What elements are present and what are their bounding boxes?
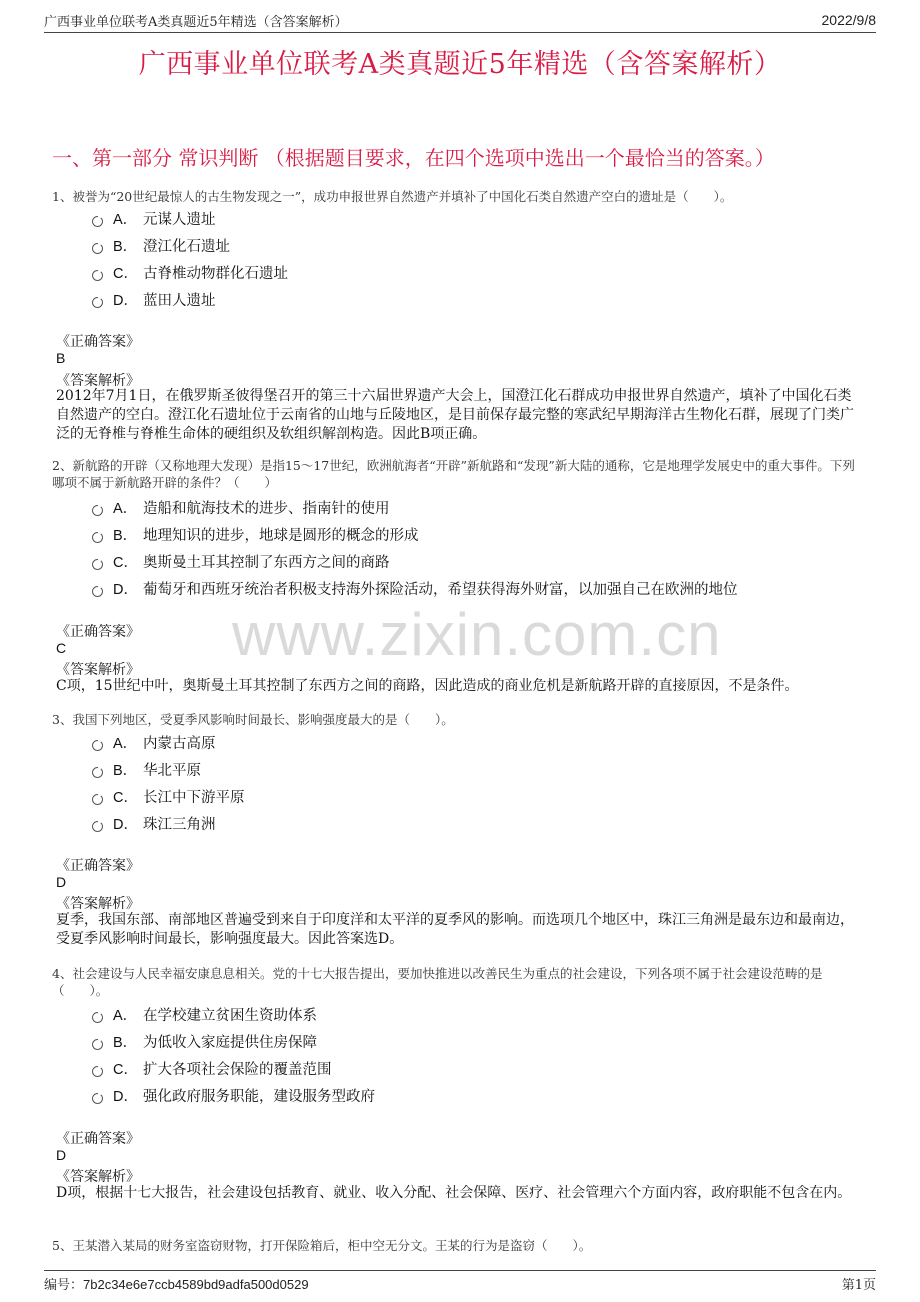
radio-icon[interactable] xyxy=(92,1093,103,1104)
radio-icon[interactable] xyxy=(92,586,103,597)
radio-icon[interactable] xyxy=(92,1066,103,1077)
radio-icon[interactable] xyxy=(92,1039,103,1050)
radio-icon[interactable] xyxy=(92,794,103,805)
explanation-label: 《答案解析》 xyxy=(56,373,140,389)
radio-icon[interactable] xyxy=(92,297,103,308)
document-code: 编号：7b2c34e6e7ccb4589bd9adfa500d0529 xyxy=(44,1276,309,1292)
question-4-explanation: D项，根据十七大报告，社会建设包括教育、就业、收入分配、社会保障、医疗、社会管理六个方面内容，政府职能不包含在内。 xyxy=(56,1185,852,1201)
header-date: 2022/9/8 xyxy=(821,12,876,28)
question-4-option-c[interactable]: C． 扩大各项社会保险的覆盖范围 xyxy=(92,1058,332,1078)
question-1-option-b[interactable]: B． 澄江化石遗址 xyxy=(92,235,230,255)
question-3-option-c[interactable]: C． 长江中下游平原 xyxy=(92,786,245,806)
question-2-explanation: C项，15世纪中叶，奥斯曼土耳其控制了东西方之间的商路，因此造成的商业危机是新航路开辟的直接原因，不是条件。 xyxy=(56,678,799,694)
question-3-explanation: 夏季，我国东部、南部地区普遍受到来自于印度洋和太平洋的夏季风的影响。而选项几个地区中，珠江三角洲是最东边和最南边，受夏季风影响时间最长，影响强度最大。因此答案选D。 xyxy=(56,912,854,947)
radio-icon[interactable] xyxy=(92,270,103,281)
radio-icon[interactable] xyxy=(92,1012,103,1023)
question-2-option-c[interactable]: C． 奥斯曼土耳其控制了东西方之间的商路 xyxy=(92,551,390,571)
question-1-explanation: 2012年7月1日，在俄罗斯圣彼得堡召开的第三十六届世界遗产大会上，国澄江化石群成功申报世界自然遗产，填补了中国化石类自然遗产的空白。澄江化石遗址位于云南省的山地与丘陵地区，是目前保存最完整的寒武纪早期海洋古生物化石群，展现了门类广泛的无脊椎与脊椎生命体的硬组织及软组织解剖构造。因此B项正确。 xyxy=(56,388,854,442)
question-2-option-d[interactable]: D． 葡萄牙和西班牙统治者积极支持海外探险活动，希望获得海外财富，以加强自己在欧洲的地位 xyxy=(92,578,738,598)
header-title: 广西事业单位联考A类真题近5年精选（含答案解析） xyxy=(44,14,348,30)
answer-label: 《正确答案》 xyxy=(56,334,140,350)
question-2-option-a[interactable]: A． 造船和航海技术的进步、指南针的使用 xyxy=(92,497,390,517)
question-4-option-a[interactable]: A． 在学校建立贫困生资助体系 xyxy=(92,1004,317,1024)
question-4-text: 4、社会建设与人民幸福安康息息相关。党的十七大报告提出，要加快推进以改善民生为重点的社会建设，下列各项不属于社会建设范畴的是（ ）。 xyxy=(52,966,823,998)
question-1-answer: B xyxy=(56,350,66,366)
question-3-text: 3、我国下列地区，受夏季风影响时间最长、影响强度最大的是（ ）。 xyxy=(52,712,454,727)
question-3-option-b[interactable]: B． 华北平原 xyxy=(92,759,201,779)
document-title: 广西事业单位联考A类真题近5年精选（含答案解析） xyxy=(138,49,782,80)
watermark: www.zixin.com.cn xyxy=(232,601,722,668)
question-3-answer: D xyxy=(56,874,67,890)
question-4-option-d[interactable]: D． 强化政府服务职能，建设服务型政府 xyxy=(92,1085,375,1105)
question-5-text: 5、王某潜入某局的财务室盗窃财物，打开保险箱后，柜中空无分文。王某的行为是盗窃（ ）。 xyxy=(52,1238,592,1253)
question-1-option-a[interactable]: A． 元谋人遗址 xyxy=(92,208,216,228)
answer-label: 《正确答案》 xyxy=(56,1131,140,1147)
question-4-answer: D xyxy=(56,1147,67,1163)
explanation-label: 《答案解析》 xyxy=(56,662,140,678)
question-1-option-c[interactable]: C． 古脊椎动物群化石遗址 xyxy=(92,262,288,282)
question-1-text: 1、被誉为“20世纪最惊人的古生物发现之一”，成功申报世界自然遗产并填补了中国化石类自然遗产空白的遗址是（ ）。 xyxy=(52,189,733,204)
radio-icon[interactable] xyxy=(92,532,103,543)
radio-icon[interactable] xyxy=(92,767,103,778)
question-2-option-b[interactable]: B． 地理知识的进步，地球是圆形的概念的形成 xyxy=(92,524,419,544)
radio-icon[interactable] xyxy=(92,559,103,570)
answer-label: 《正确答案》 xyxy=(56,858,140,874)
radio-icon[interactable] xyxy=(92,216,103,227)
question-2-answer: C xyxy=(56,640,67,656)
page-number: 第1页 xyxy=(841,1277,876,1293)
radio-icon[interactable] xyxy=(92,505,103,516)
explanation-label: 《答案解析》 xyxy=(56,1169,140,1185)
radio-icon[interactable] xyxy=(92,243,103,254)
question-2-text: 2、新航路的开辟（又称地理大发现）是指15～17世纪，欧洲航海者“开辟”新航路和“发现”新大陆的通称，它是地理学发展史中的重大事件。下列哪项不属于新航路开辟的条件？（ ） xyxy=(52,458,855,490)
radio-icon[interactable] xyxy=(92,821,103,832)
page-header xyxy=(44,10,876,33)
answer-label: 《正确答案》 xyxy=(56,624,140,640)
question-4-option-b[interactable]: B． 为低收入家庭提供住房保障 xyxy=(92,1031,317,1051)
question-3-option-a[interactable]: A． 内蒙古高原 xyxy=(92,732,216,752)
question-1-option-d[interactable]: D． 蓝田人遗址 xyxy=(92,289,216,309)
radio-icon[interactable] xyxy=(92,740,103,751)
explanation-label: 《答案解析》 xyxy=(56,896,140,912)
page-footer xyxy=(44,1270,876,1293)
section-heading: 一、第一部分 常识判断 （根据题目要求，在四个选项中选出一个最恰当的答案。） xyxy=(52,146,775,170)
question-3-option-d[interactable]: D． 珠江三角洲 xyxy=(92,813,216,833)
